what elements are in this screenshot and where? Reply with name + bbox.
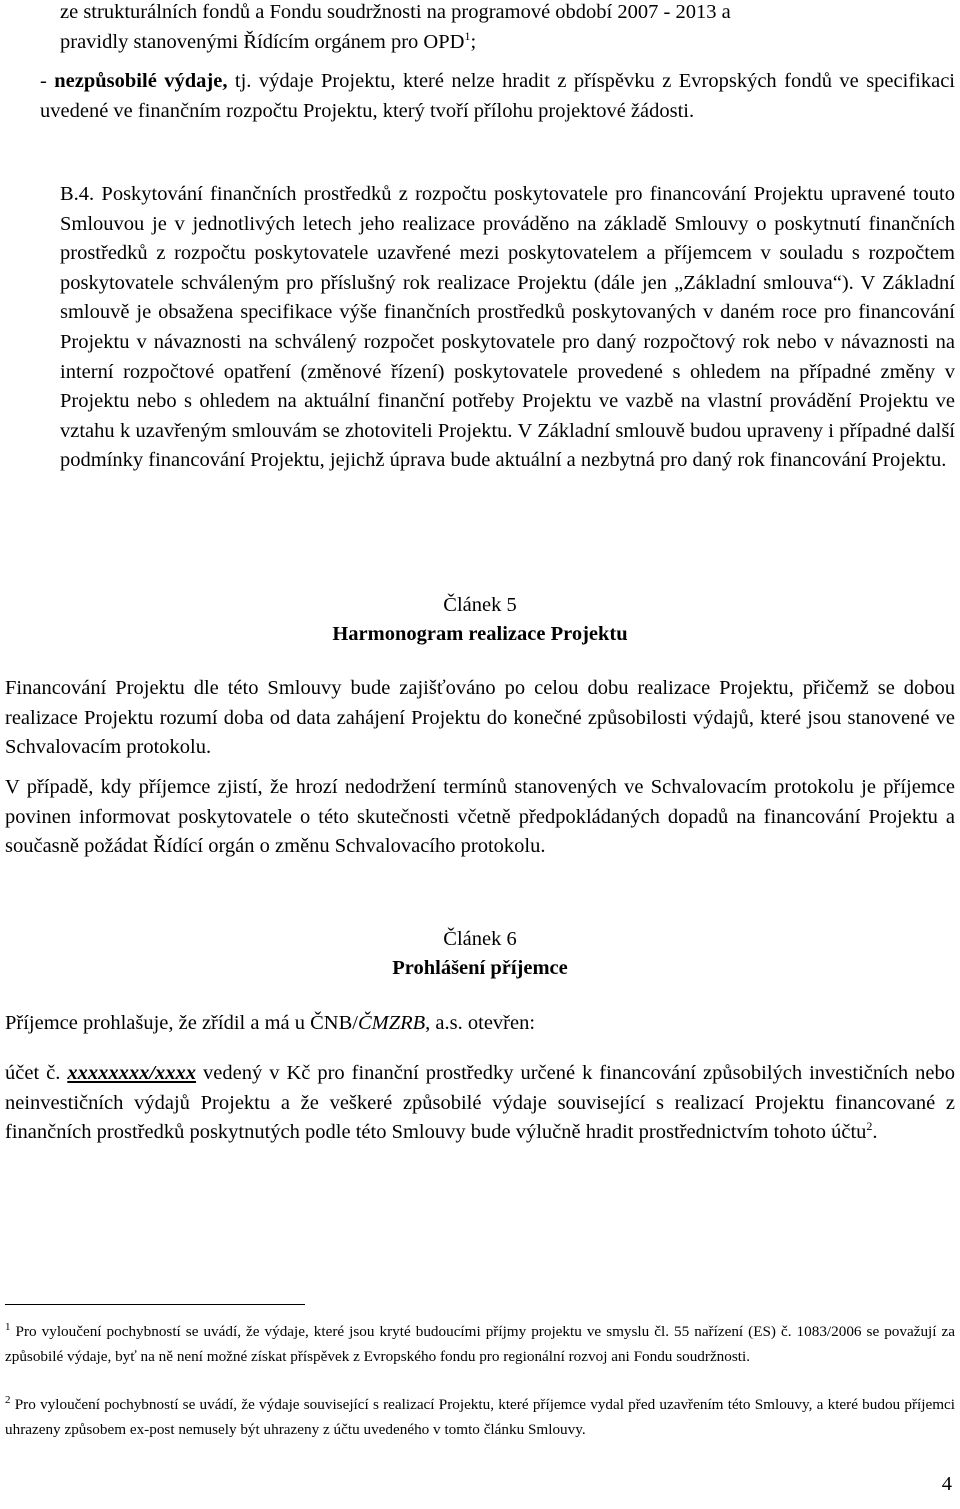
article5-paragraph-1: Financování Projektu dle této Smlouvy bude zajišťováno po celou dobu realizace Projektu, přičemž se dobou realizace Projektu rozumí doba od data zahájení Projektu do konečné způsobilosti výdajů, které jsou stanovené ve Schvalovacím protokolu.	[5, 677, 955, 759]
intro-line-1: ze strukturálních fondů a Fondu soudržnosti na programové období 2007 - 2013 a	[60, 1, 731, 23]
article6-paragraph-1: Příjemce prohlašuje, že zřídil a má u ČNB/ČMZRB, a.s. otevřen:	[5, 1012, 536, 1034]
article6-title: Prohlášení příjemce	[392, 957, 568, 979]
article5-number: Článek 5	[443, 594, 517, 616]
ineligible-text: tj. výdaje Projektu, které nelze hradit z příspěvku z Evropských fondů ve specifikaci uvedené ve finančním rozpočtu Projektu, který tvoří přílohu projektové žádosti.	[40, 70, 955, 122]
footnote-2: $^2$ Pro vyloučení pochybností se uvádí, že výdaje související s realizací Projektu, které příjemce vydal před uzavřením této Smlouvy, a které budou příjemci uhrazeny způsobem ex-post nemusely být uhrazeny z účtu uvedeného v tomto článku Smlouvy.	[5, 1393, 955, 1438]
ineligible-term: nezpůsobilé výdaje,	[54, 70, 228, 92]
footnote-2-mark: 2	[5, 1393, 11, 1406]
footnote-separator	[5, 1304, 305, 1305]
ineligible-expenses-item: - nezpůsobilé výdaje, tj. výdaje Projektu, které nelze hradit z příspěvku z Evropských fondů ve specifikaci uvedené ve finančním rozpočtu Projektu, který tvoří přílohu projektové žádosti.	[40, 70, 955, 122]
footnote-ref-1: 1	[464, 28, 471, 43]
footnote-1-mark: 1	[5, 1320, 11, 1333]
article5-title: Harmonogram realizace Projektu	[332, 623, 628, 645]
intro-paragraph: ze strukturálních fondů a Fondu soudržnosti na programové období 2007 - 2013 a pravidly stanovenými Řídícím orgánem pro OPD$^1$;	[60, 1, 731, 53]
footnote-1: $^1$ Pro vyloučení pochybností se uvádí, že výdaje, které jsou kryté budoucími příjmy projektu ve smyslu čl. 55 nařízení (ES) č. 1083/2006 se považují za způsobilé výdaje, byť na ně není možné získat příspěvek z Evropského fondu pro regionální rozvoj ani Fondu soudržnosti.	[5, 1320, 955, 1365]
intro-line-2: pravidly stanovenými Řídícím orgánem pro OPD	[60, 30, 465, 53]
article6-number: Článek 6	[443, 928, 517, 950]
account-number: xxxxxxxx/xxxx	[67, 1062, 197, 1084]
article6-paragraph-2: účet č. xxxxxxxx/xxxx vedený v Kč pro finanční prostředky určené k financování způsobilých investičních nebo neinvestičních výdajů Projektu a že veškeré způsobilé výdaje související s realizací Projektu financované z finančních prostředků poskytnutých podle této Smlouvy bude výlučně hradit prostřednictvím tohoto účtu$^2$.	[5, 1062, 955, 1144]
paragraph-b4: B.4. Poskytování finančních prostředků z rozpočtu poskytovatele pro financování Projektu upravené touto Smlouvou je v jednotlivých letech jeho realizace prováděno na základě Smlouvy o poskytnutí finančních prostředků z rozpočtu poskytovatele uzavřené mezi poskytovatelem a příjemcem v souladu s rozpočtem poskytovatele schváleným pro příslušný rok realizace Projektu (dále jen „Základní smlouva“). V Základní smlouvě je obsažena specifikace výše finančních prostředků poskytovaných v daném roce pro financování Projektu v návaznosti na schválený rozpočet poskytovatele pro daný rozpočtový rok nebo v návaznosti na interní rozpočtové opatření (změnové řízení) poskytovatele provedené s ohledem na případné změny v Projektu nebo s ohledem na aktuální finanční potřeby Projektu ve vazbě na vlastní provádění Projektu ve vztahu k uzavřeným smlouvám se zhotoviteli Projektu. V Základní smlouvě budou upraveny i případné další podmínky financování Projektu, jejichž úprava bude aktuální a nezbytná pro daný rok financování Projektu.	[60, 183, 955, 472]
bank-name: ČMZRB	[357, 1012, 426, 1034]
footnote-ref-2: 2	[866, 1119, 873, 1134]
page-number: 4	[941, 1473, 952, 1495]
article5-paragraph-2: V případě, kdy příjemce zjistí, že hrozí nedodržení termínů stanovených ve Schvalovacím protokolu je příjemce povinen informovat poskytovatele o této skutečnosti včetně předpokládaných dopadů na financování Projektu a současně požádat Řídící orgán o změnu Schvalovacího protokolu.	[5, 776, 955, 858]
